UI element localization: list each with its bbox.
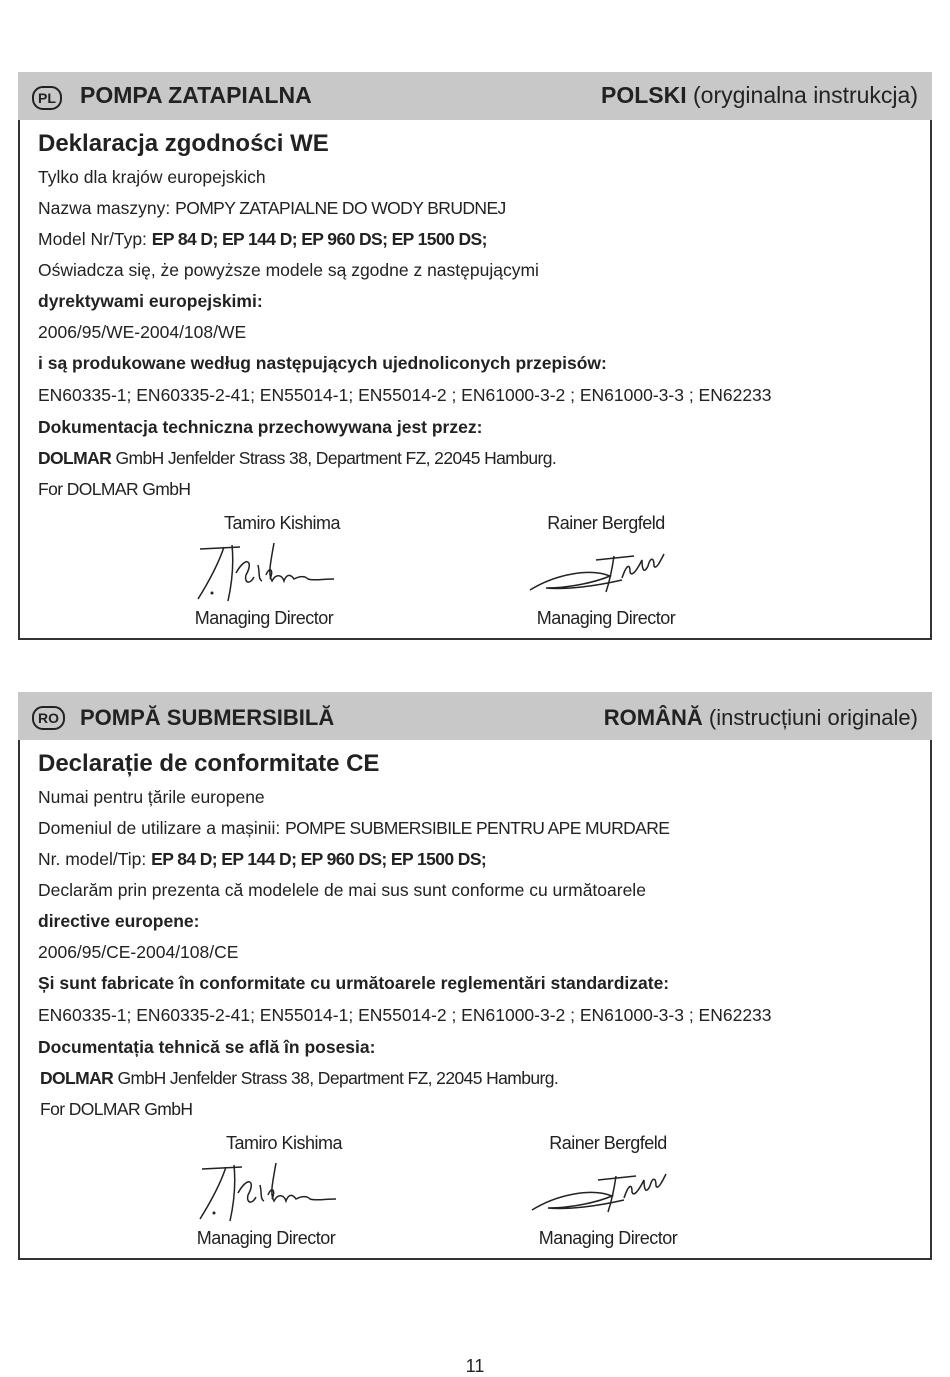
signer2-title: Managing Director xyxy=(538,1228,678,1248)
signer2-name: Rainer Bergfeld xyxy=(549,1133,667,1153)
documentation-heading: Dokumentacja techniczna przechowywana jest przez: xyxy=(38,417,483,437)
company-name: DOLMAR xyxy=(38,448,112,468)
language-badge: PL xyxy=(32,86,62,110)
directives-heading: dyrektywami europejskimi: xyxy=(38,291,263,311)
signer1-title: Managing Director xyxy=(196,1228,336,1248)
page-number: 11 xyxy=(465,1356,485,1376)
model-value: EP 84 D; EP 144 D; EP 960 DS; EP 1500 DS; xyxy=(151,229,487,249)
section-header xyxy=(18,72,932,120)
machine-name-line xyxy=(38,198,506,219)
signer2-name: Rainer Bergfeld xyxy=(547,513,665,533)
standards-heading: i są produkowane według następujących ujednoliconych przepisów: xyxy=(38,353,607,373)
language-badge: RO xyxy=(32,706,65,730)
declaration-section-ro xyxy=(18,692,932,1260)
model-line xyxy=(38,229,487,250)
language-note: (instrucțiuni originale) xyxy=(702,705,918,730)
signer2-title: Managing Director xyxy=(536,608,676,628)
section-title: POMPĂ SUBMERSIBILĂ xyxy=(80,705,335,730)
model-label: Model Nr/Typ: xyxy=(38,229,152,249)
scope-line: Tylko dla krajów europejskich xyxy=(38,167,266,187)
model-value: EP 84 D; EP 144 D; EP 960 DS; EP 1500 DS; xyxy=(151,849,487,869)
model-label: Nr. model/Tip: xyxy=(38,849,152,869)
signature-kishima xyxy=(188,535,338,605)
section-header xyxy=(18,692,932,740)
language-name: POLSKI xyxy=(601,82,687,108)
signer1-title: Managing Director xyxy=(194,608,334,628)
statement-line: Oświadcza się, że powyższe modele są zgodne z następującymi xyxy=(38,260,539,280)
directives-value: 2006/95/CE-2004/108/CE xyxy=(38,942,239,962)
machine-name-line xyxy=(38,818,669,839)
for-company-line: For DOLMAR GmbH xyxy=(38,479,191,499)
section-title: POMPA ZATAPIALNA xyxy=(80,82,312,108)
company-name: DOLMAR xyxy=(40,1068,114,1088)
documentation-heading: Documentația tehnică se află în posesia: xyxy=(38,1037,376,1057)
company-address-rest: GmbH Jenfelder Strass 38, Department FZ, 22045 Hamburg. xyxy=(113,1068,559,1088)
company-address xyxy=(38,448,556,469)
signer1-name: Tamiro Kishima xyxy=(225,1133,343,1153)
machine-name-label: Nazwa maszyny: xyxy=(38,198,176,218)
language-name: ROMÂNĂ xyxy=(603,705,703,730)
declaration-box xyxy=(18,740,932,1260)
signature-bergfeld xyxy=(526,548,676,598)
directives-value: 2006/95/WE-2004/108/WE xyxy=(38,322,247,342)
standards-value: EN60335-1; EN60335-2-41; EN55014-1; EN55014-2 ; EN61000-3-2 ; EN61000-3-3 ; EN62233 xyxy=(38,1005,772,1025)
statement-line: Declarăm prin prezenta că modelele de mai sus sunt conforme cu următoarele xyxy=(38,880,646,900)
language-note: (oryginalna instrukcja) xyxy=(686,82,918,108)
signature-kishima xyxy=(190,1155,340,1225)
model-line xyxy=(38,849,486,870)
standards-heading: Și sunt fabricate în conformitate cu următoarele reglementări standardizate: xyxy=(38,973,670,993)
standards-value: EN60335-1; EN60335-2-41; EN55014-1; EN55014-2 ; EN61000-3-2 ; EN61000-3-3 ; EN62233 xyxy=(38,385,772,405)
declaration-heading: Deklaracja zgodności WE xyxy=(38,130,329,157)
signature-bergfeld xyxy=(528,1168,678,1218)
scope-line: Numai pentru țările europene xyxy=(38,787,265,807)
for-company-line: For DOLMAR GmbH xyxy=(40,1099,193,1119)
signer1-name: Tamiro Kishima xyxy=(223,513,341,533)
language-label xyxy=(601,82,918,109)
company-address xyxy=(40,1068,558,1089)
declaration-section-pl xyxy=(18,72,932,640)
directives-heading: directive europene: xyxy=(38,911,200,931)
declaration-heading: Declarație de conformitate CE xyxy=(38,750,380,777)
declaration-box xyxy=(18,120,932,640)
machine-name-label: Domeniul de utilizare a mașinii: xyxy=(38,818,286,838)
machine-name-value: POMPE SUBMERSIBILE PENTRU APE MURDARE xyxy=(285,818,670,838)
language-label xyxy=(604,705,918,731)
machine-name-value: POMPY ZATAPIALNE DO WODY BRUDNEJ xyxy=(175,198,506,218)
company-address-rest: GmbH Jenfelder Strass 38, Department FZ, 22045 Hamburg. xyxy=(111,448,557,468)
